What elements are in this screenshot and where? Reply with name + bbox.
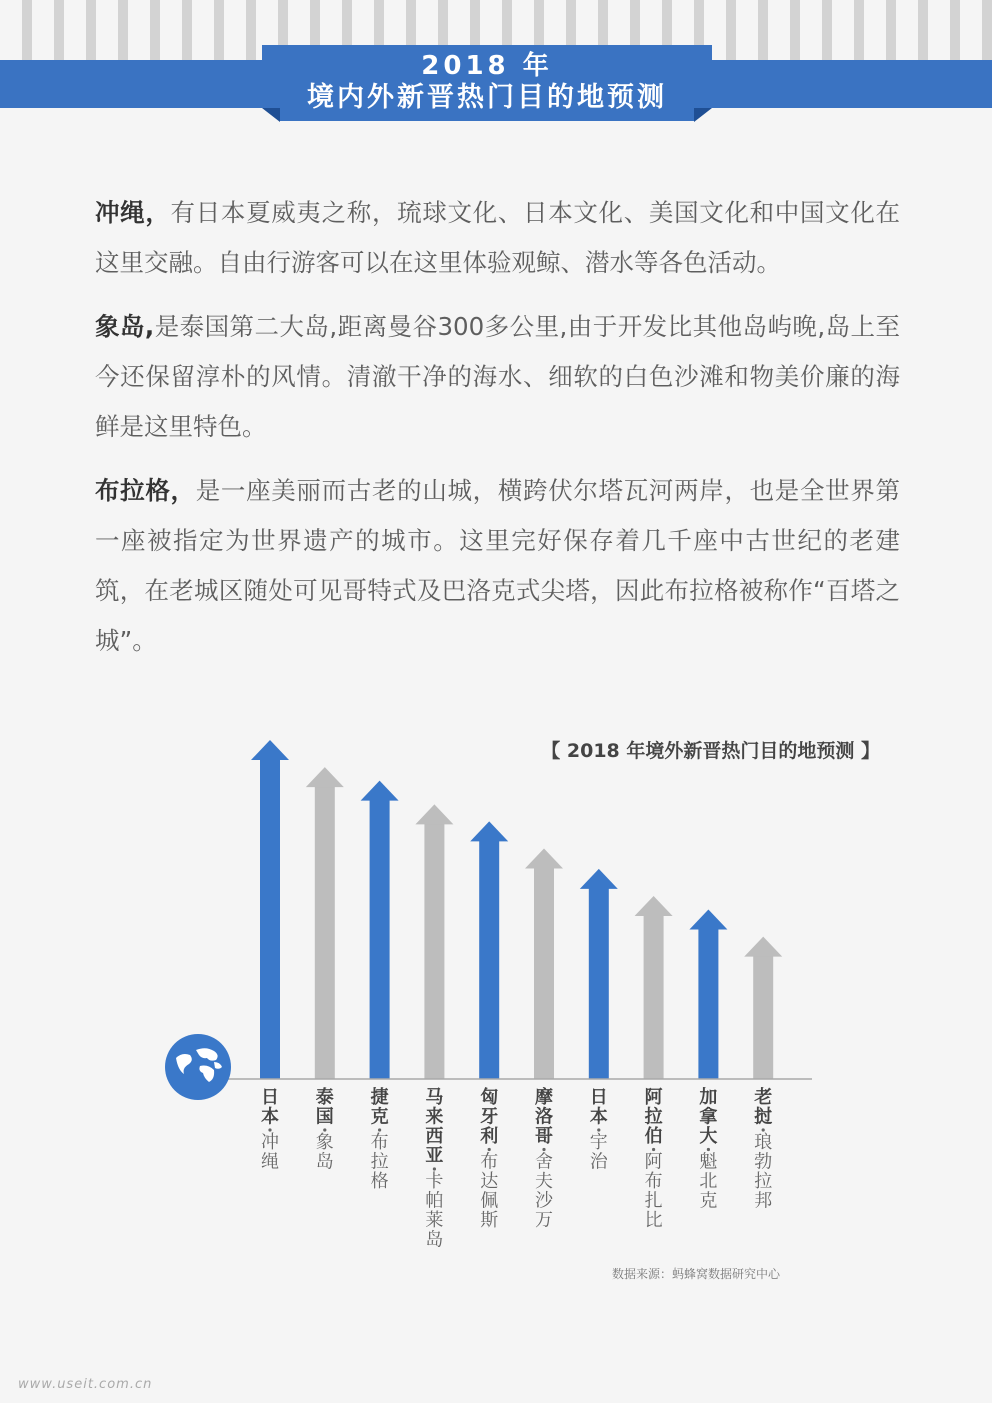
bar-shaft [534, 867, 554, 1079]
label-char: 老 [754, 1087, 773, 1108]
bar-9 [689, 910, 727, 1080]
label-char: 挝 [754, 1106, 773, 1128]
label-char: 大 [699, 1126, 718, 1147]
label-char: 来 [425, 1106, 444, 1128]
destination-bar-chart [0, 690, 992, 1270]
label-char: 国 [315, 1106, 334, 1128]
watermark: www.useit.com.cn [18, 1377, 153, 1392]
label-char: 牙 [480, 1106, 499, 1128]
label-char: 象 [315, 1132, 334, 1153]
label-char: 哥 [535, 1126, 553, 1147]
paragraph-body: 是一座美丽而古老的山城，横跨伏尔塔瓦河两岸，也是全世界第一座被指定为世界遗产的城市。这里完好保存着几千座中古世纪的老建筑，在老城区随处可见哥特式及巴洛克式尖塔，因此布拉格被称作“百塔之城”。 [95, 476, 901, 655]
label-char: 本 [589, 1106, 608, 1128]
bar-shaft [698, 929, 718, 1080]
bar-arrowhead [361, 781, 399, 801]
page-title [262, 50, 712, 114]
label-char: 亚 [425, 1145, 444, 1167]
bar-1 [251, 740, 289, 1079]
label-char: 捷 [370, 1087, 389, 1108]
bar-arrowhead [470, 821, 508, 841]
category-label-10 [753, 1086, 772, 1212]
paragraph-lead: 布拉格， [95, 476, 196, 505]
category-label-1 [261, 1087, 279, 1173]
label-char: 日 [261, 1087, 279, 1108]
chart-title: 【 2018 年境外新晋热门目的地预测 】 [541, 740, 880, 762]
label-char: 西 [425, 1126, 444, 1147]
label-char: 佩 [480, 1190, 499, 1212]
label-char: 夫 [535, 1171, 553, 1192]
paragraph-body: 有日本夏威夷之称，琉球文化、日本文化、美国文化和中国文化在这里交融。自由行游客可以在这里体验观鲸、潜水等各色活动。 [95, 198, 901, 277]
bars-group [251, 740, 782, 1079]
label-char: 布 [644, 1171, 663, 1192]
label-char: 达 [480, 1171, 499, 1192]
data-source: 数据来源：蚂蜂窝数据研究中心 [612, 1267, 781, 1281]
category-label-6 [535, 1086, 554, 1231]
label-char: 沙 [535, 1190, 553, 1212]
label-char: 莱 [425, 1210, 444, 1231]
label-char: 克 [370, 1106, 389, 1128]
bar-2 [306, 767, 344, 1079]
label-char: 琅 [754, 1132, 773, 1153]
label-char: 卡 [425, 1171, 444, 1192]
bar-10 [744, 937, 782, 1079]
label-char: 阿 [644, 1151, 663, 1173]
label-char: 拉 [370, 1151, 389, 1173]
label-char: 舍 [535, 1151, 553, 1173]
label-char: 格 [370, 1171, 389, 1192]
bar-shaft [260, 759, 280, 1079]
bar-6 [525, 848, 563, 1079]
bar-shaft [315, 786, 335, 1079]
paragraph-koh-chang [95, 302, 900, 452]
paragraph-body: 是泰国第二大岛,距离曼谷300多公里,由于开发比其他岛屿晚,岛上至今还保留淳朴的风情。清澈干净的海水、细软的白色沙滩和物美价廉的海鲜是这里特色。 [95, 312, 901, 441]
label-char: 比 [644, 1210, 663, 1231]
title-line-1: 2018 年 [421, 51, 553, 81]
label-char: 治 [589, 1151, 608, 1173]
bar-shaft [753, 956, 773, 1079]
paragraph-lead: 象岛, [95, 312, 155, 341]
label-char: 阿 [644, 1087, 663, 1108]
bar-arrowhead [635, 896, 673, 916]
label-char: 拿 [699, 1106, 718, 1128]
category-label-9 [699, 1086, 717, 1212]
bar-shaft [370, 800, 390, 1079]
label-char: 拉 [754, 1171, 773, 1192]
description-section [95, 188, 900, 680]
category-label-5 [480, 1086, 498, 1231]
label-char: 邦 [754, 1190, 773, 1212]
title-line-2: 境内外新晋热门目的地预测 [307, 82, 667, 113]
label-char: 北 [699, 1171, 718, 1192]
label-char: 勃 [754, 1151, 773, 1173]
label-char: 马 [425, 1087, 444, 1108]
label-char: 克 [699, 1190, 718, 1212]
category-label-7 [590, 1087, 609, 1173]
label-char: 布 [480, 1151, 499, 1173]
category-label-2 [316, 1086, 334, 1173]
label-char: 摩 [535, 1087, 553, 1108]
bar-arrowhead [525, 848, 563, 868]
label-char: 宇 [589, 1132, 608, 1153]
label-char: 布 [370, 1132, 389, 1153]
label-char: 斯 [480, 1210, 499, 1231]
bar-5 [470, 821, 508, 1079]
label-char: 扎 [644, 1190, 663, 1212]
bar-arrowhead [415, 804, 453, 824]
category-label-8 [645, 1087, 663, 1231]
bar-arrowhead [580, 869, 618, 889]
globe-icon [165, 1034, 231, 1100]
label-char: 冲 [261, 1132, 279, 1153]
label-char: 帕 [425, 1190, 444, 1212]
label-char: 本 [261, 1106, 279, 1128]
category-label-4 [425, 1087, 443, 1251]
label-char: 日 [589, 1087, 608, 1108]
label-char: 魁 [699, 1151, 718, 1173]
label-char: 拉 [644, 1106, 663, 1128]
label-char: 洛 [535, 1106, 553, 1128]
label-char: 加 [699, 1087, 718, 1108]
category-labels [261, 1086, 772, 1251]
paragraph-prague [95, 466, 900, 666]
bar-shaft [644, 915, 664, 1079]
paragraph-okinawa [95, 188, 900, 288]
bar-arrowhead [306, 767, 344, 787]
paragraph-lead: 冲绳， [95, 198, 171, 227]
bar-arrowhead [689, 910, 727, 930]
bar-3 [361, 781, 399, 1079]
label-char: 岛 [315, 1151, 334, 1173]
label-char: 泰 [315, 1087, 334, 1108]
bar-arrowhead [251, 740, 289, 760]
bar-arrowhead [744, 937, 782, 957]
label-char: 岛 [425, 1229, 444, 1251]
label-char: 伯 [644, 1126, 663, 1147]
bar-7 [580, 869, 618, 1079]
bar-shaft [479, 840, 499, 1079]
category-label-3 [370, 1086, 389, 1192]
bar-shaft [589, 888, 609, 1079]
label-char: 利 [480, 1126, 499, 1147]
bar-shaft [424, 823, 444, 1079]
bar-8 [635, 896, 673, 1079]
label-char: 万 [535, 1210, 553, 1231]
label-char: 匈 [480, 1087, 499, 1108]
label-char: 绳 [261, 1151, 279, 1173]
bar-4 [415, 804, 453, 1079]
